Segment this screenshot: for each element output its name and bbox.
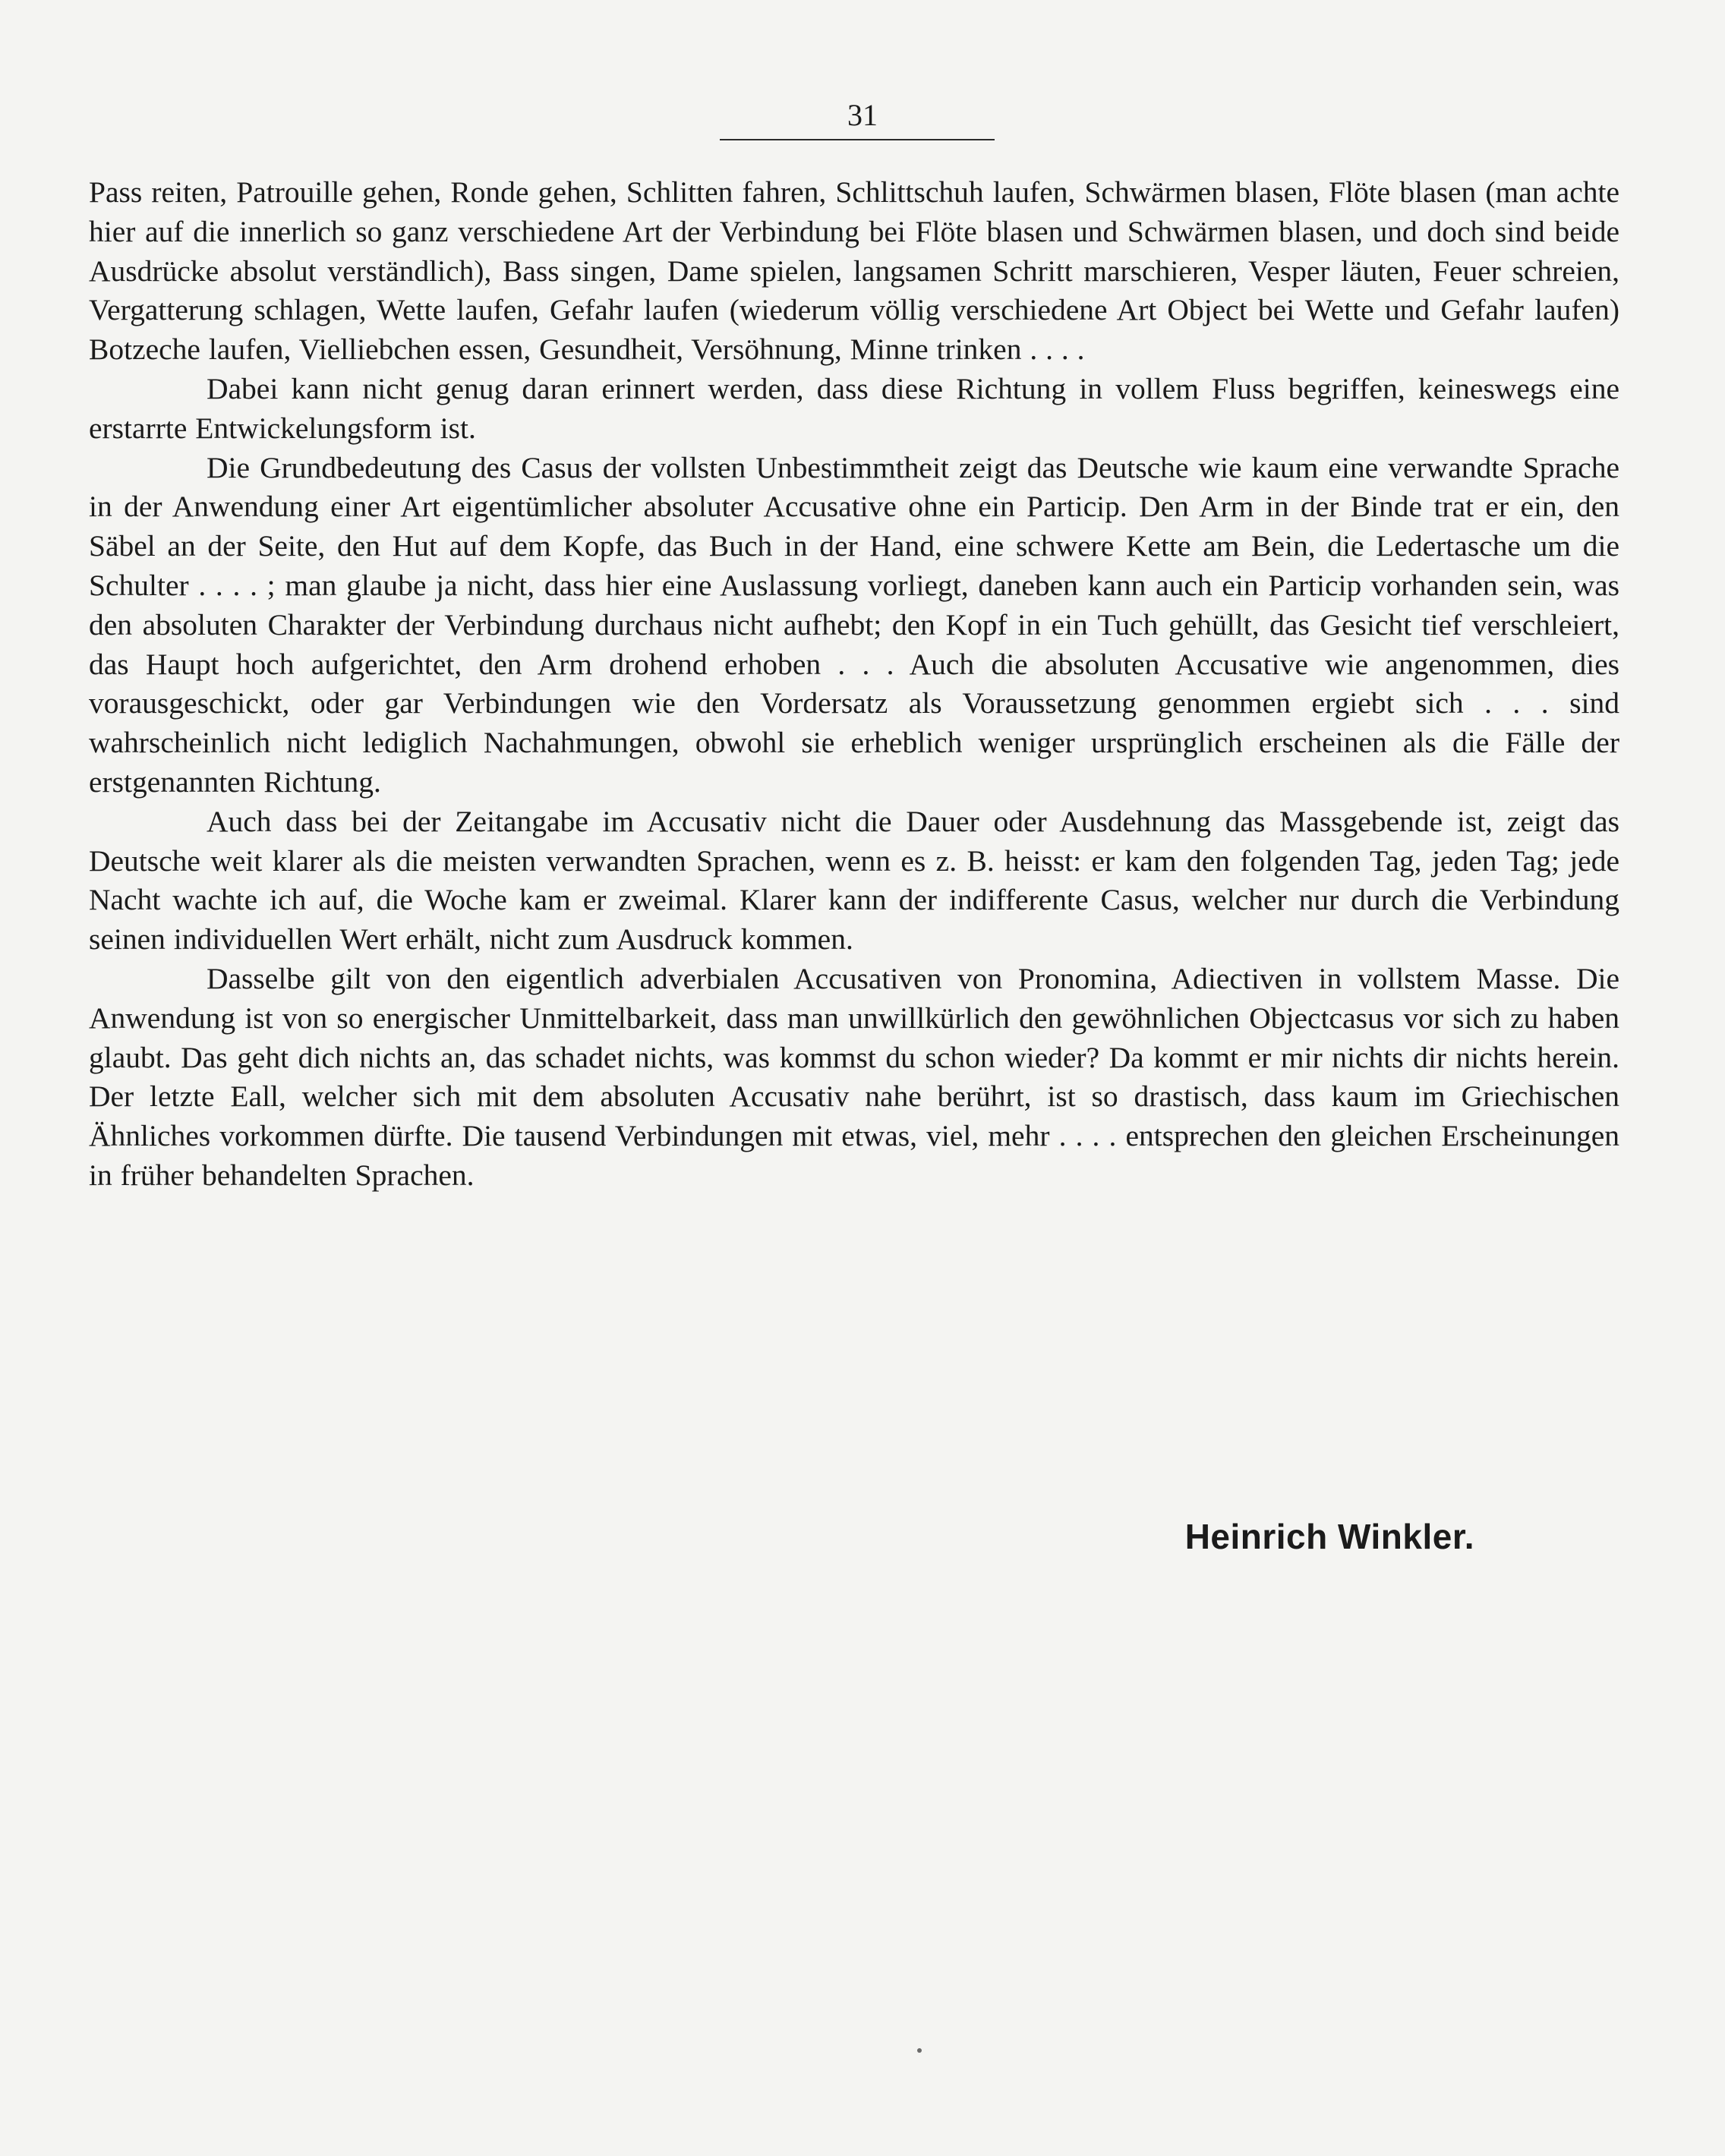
paragraph-3: Die Grundbedeutung des Casus der vollsten Unbestimmtheit zeigt das Deutsche wie kaum eine verwandte Sprache in der Anwendung einer Art eigentümlicher absoluter Accusative ohne ein Particip. Den Arm in der Binde trat er ein, den Säbel an der Seite, den Hut auf dem Kopfe, das Buch in der Hand, eine schwere Kette am Bein, die Ledertasche um die Schulter . . . . ; man glaube ja nicht, dass hier eine Auslassung vorliegt, daneben kann auch ein Particip vorhanden sein, was den absoluten Charakter der Verbindung durchaus nicht aufhebt; den Kopf in ein Tuch gehüllt, das Gesicht tief verschleiert, das Haupt hoch aufgerichtet, den Arm drohend erhoben . . . Auch die absoluten Accusative wie angenommen, dies vorausgeschickt, oder gar Verbindungen wie den Vordersatz als Voraussetzung genommen ergiebt sich . . . sind wahrscheinlich nicht lediglich Nachahmungen, obwohl sie erheblich weniger ursprünglich erscheinen als die Fälle der erstgenannten Richtung.	[89, 450, 1619, 799]
page-number: 31	[847, 98, 878, 132]
author-signature: Heinrich Winkler.	[1184, 1517, 1474, 1556]
header-rule	[720, 139, 995, 140]
paragraph-2: Dabei kann nicht genug daran erinnert werden, dass diese Richtung in vollem Fluss begriffen, keineswegs eine erstarrte Entwickelungsform ist.	[89, 371, 1619, 445]
paper-speck	[917, 2048, 922, 2053]
paragraph-4: Auch dass bei der Zeitangabe im Accusativ nicht die Dauer oder Ausdehnung das Massgebende ist, zeigt das Deutsche weit klarer als die meisten verwandten Sprachen, wenn es z. B. heisst: er kam den folgenden Tag, jeden Tag; jede Nacht wachte ich auf, die Woche kam er zweimal. Klarer kann der indifferente Casus, welcher nur durch die Verbindung seinen individuellen Wert erhält, nicht zum Ausdruck kommen.	[89, 804, 1619, 957]
paragraph-5: Dasselbe gilt von den eigentlich adverbialen Accusativen von Pronomina, Adiectiven in vollstem Masse. Die Anwendung ist von so energischer Unmittelbarkeit, dass man unwillkürlich den gewöhnlichen Objectcasus vor sich zu haben glaubt. Das geht dich nichts an, das schadet nichts, was kommst du schon wieder? Da kommt er mir nichts dir nichts herein. Der letzte Eall, welcher sich mit dem absoluten Accusativ nahe berührt, ist so drastisch, dass kaum im Griechischen Ähnliches vorkommen dürfte. Die tausend Verbindungen mit etwas, viel, mehr . . . . entsprechen den gleichen Erscheinungen in früher behandelten Sprachen.	[89, 961, 1619, 1192]
body-text	[89, 173, 1619, 1196]
paragraph-1: Pass reiten, Patrouille gehen, Ronde gehen, Schlitten fahren, Schlittschuh laufen, Schwärmen blasen, Flöte blasen (man achte hier auf die innerlich so ganz verschiedene Art der Verbindung bei Flöte blasen und Schwärmen blasen, und doch sind beide Ausdrücke absolut verständlich), Bass singen, Dame spielen, langsamen Schritt marschieren, Vesper läuten, Feuer schreien, Vergatterung schlagen, Wette laufen, Gefahr laufen (wiederum völlig verschiedene Art Object bei Wette und Gefahr laufen) Botzeche laufen, Vielliebchen essen, Gesundheit, Versöhnung, Minne trinken . . . .	[89, 175, 1619, 367]
